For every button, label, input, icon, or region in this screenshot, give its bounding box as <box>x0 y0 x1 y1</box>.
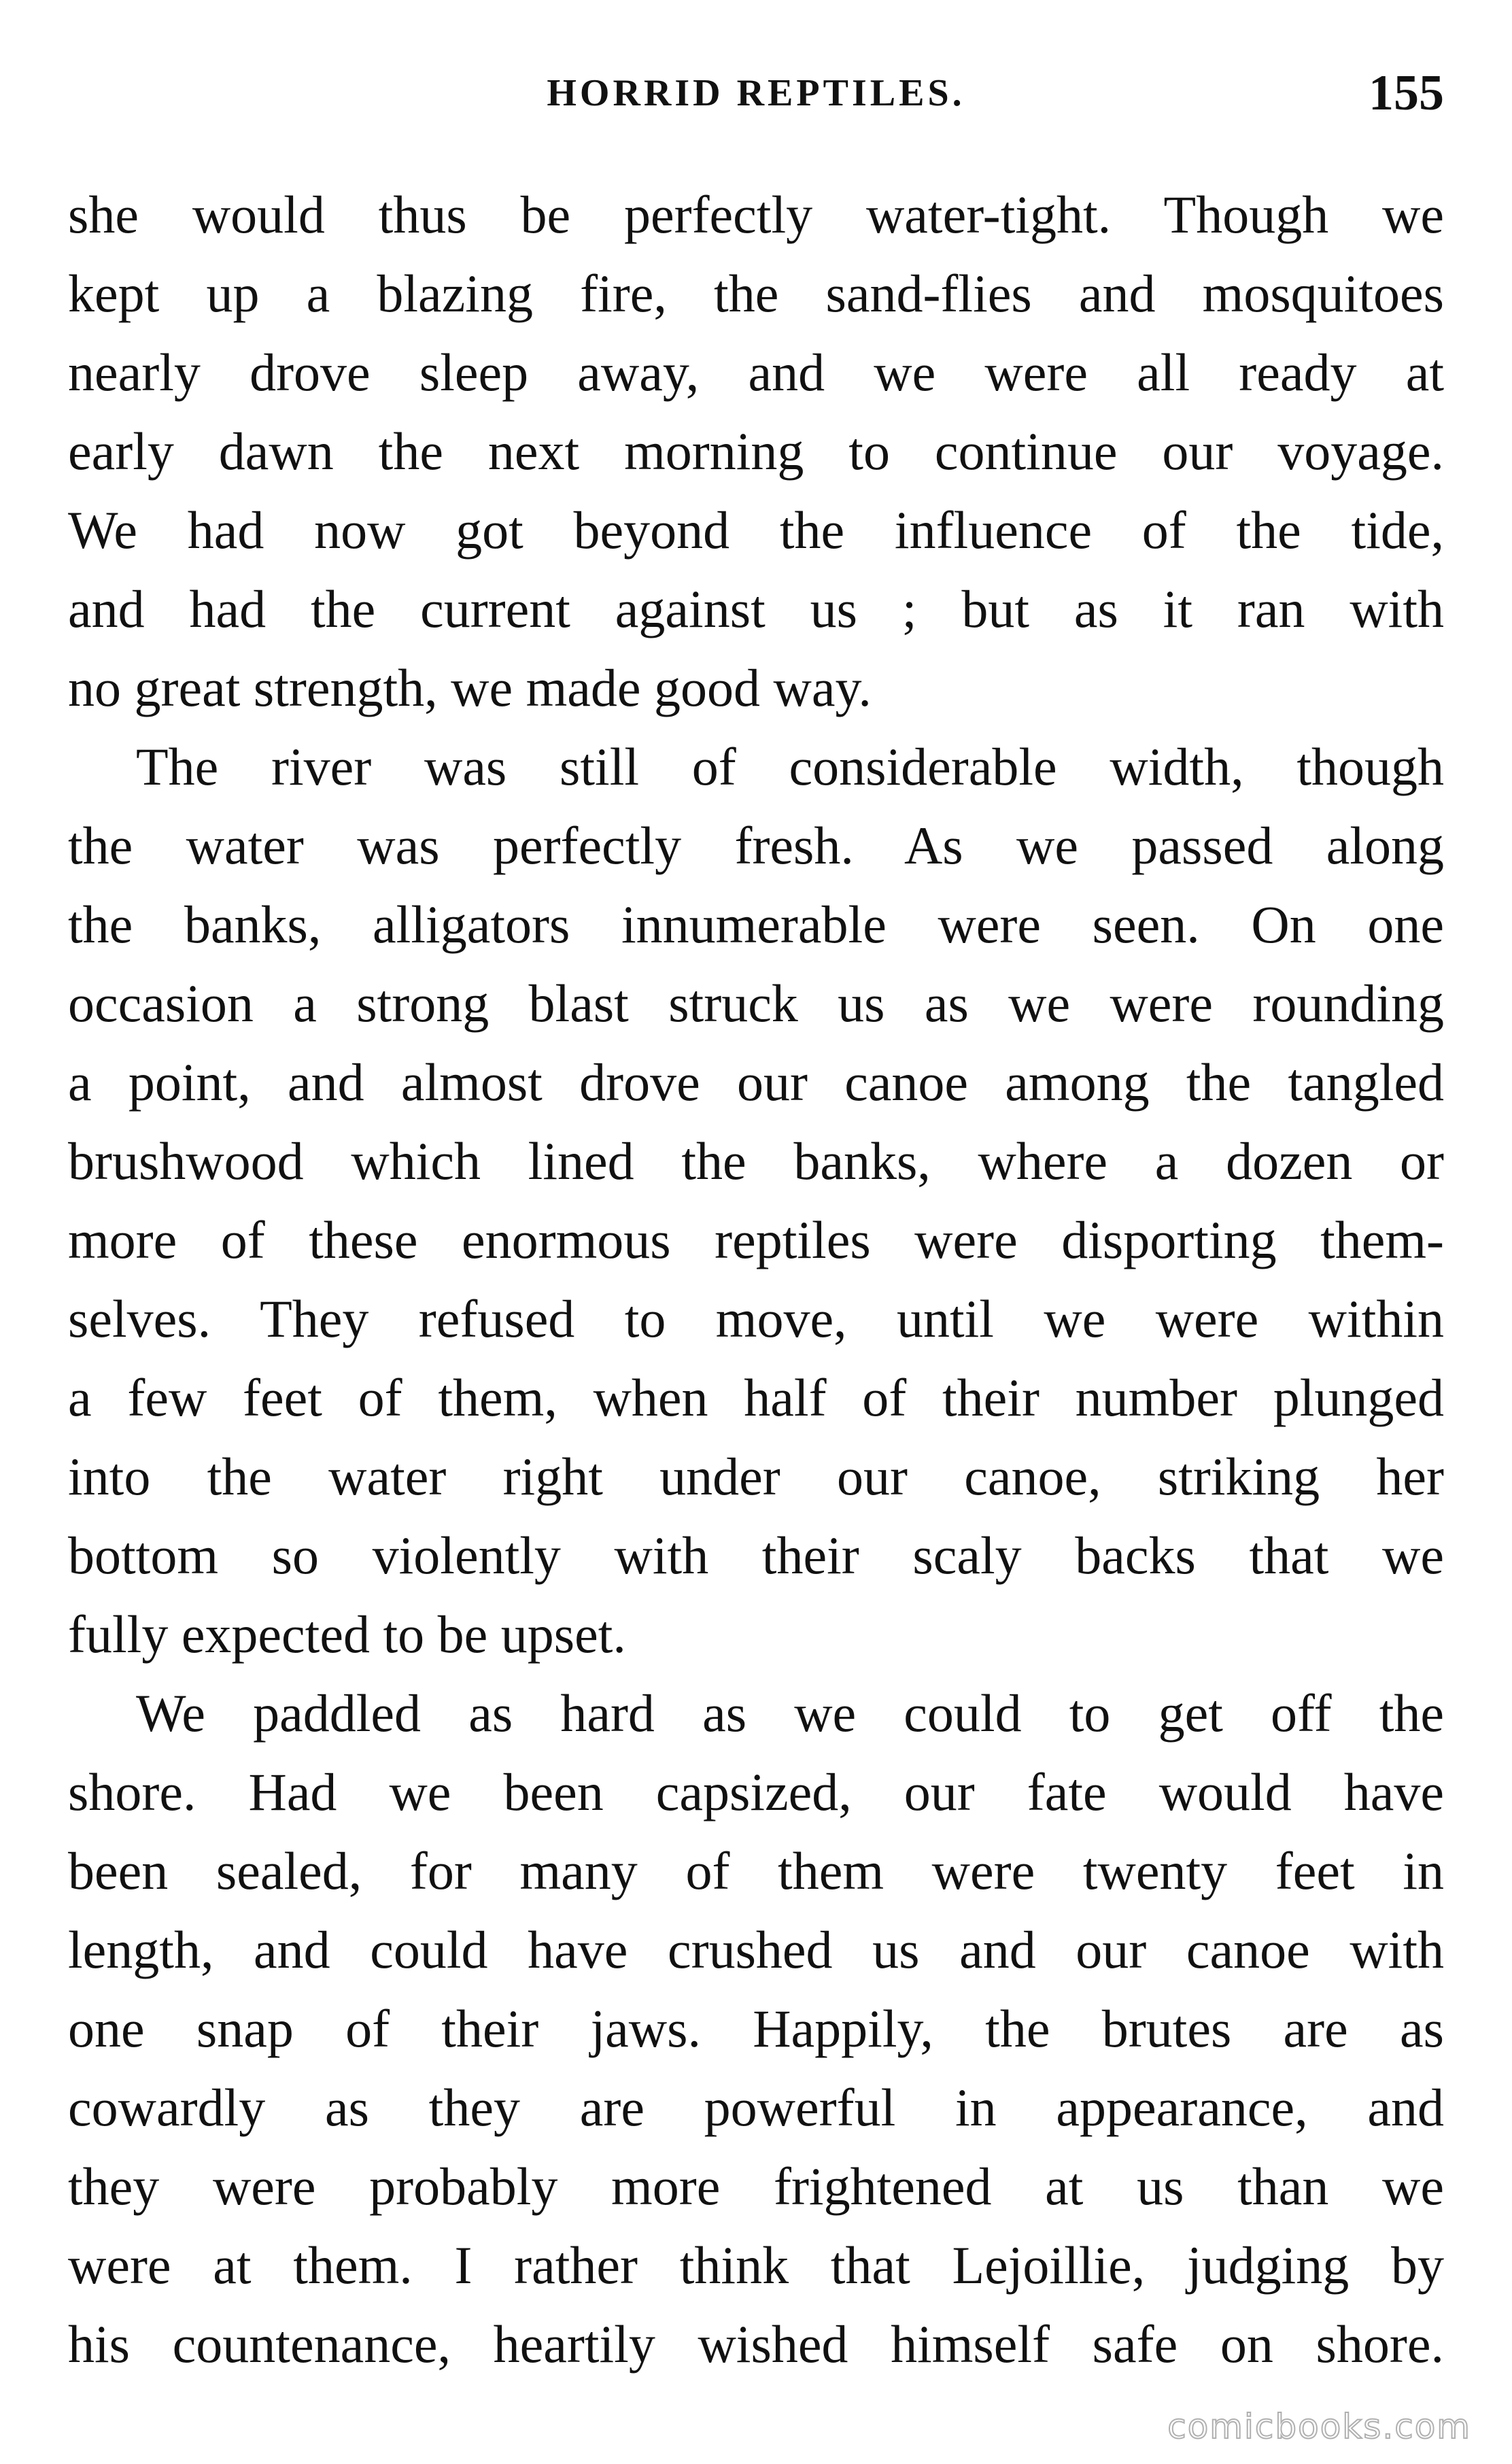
text-line: We had now got beyond the influence of the tide, <box>68 500 1444 560</box>
text-line: the water was perfectly fresh. As we passed along <box>68 816 1444 875</box>
text-line: no great strength, we made good way. <box>68 658 872 717</box>
text-line: and had the current against us ; but as it ran with <box>68 579 1444 638</box>
text-line: been sealed, for many of them were twenty feet in <box>68 1841 1444 1900</box>
text-line: a few feet of them, when half of their number plunged <box>68 1368 1444 1427</box>
running-head: HORRID REPTILES. <box>547 72 965 114</box>
text-line: one snap of their jaws. Happily, the brutes are as <box>68 1999 1444 2058</box>
text-line: shore. Had we been capsized, our fate would have <box>68 1762 1444 1821</box>
page-header <box>68 63 1444 124</box>
text-line: kept up a blazing fire, the sand-flies and mosquitoes <box>68 264 1444 323</box>
text-line: occasion a strong blast struck us as we were rounding <box>68 974 1444 1033</box>
text-line: his countenance, heartily wished himself safe on shore. <box>68 2314 1444 2374</box>
text-line: a point, and almost drove our canoe among the tangled <box>68 1053 1444 1112</box>
text-line: they were probably more frightened at us than we <box>68 2157 1444 2216</box>
text-line: The river was still of considerable width, though <box>136 737 1444 796</box>
text-line: she would thus be perfectly water-tight. Though we <box>68 185 1444 244</box>
text-line: early dawn the next morning to continue our voyage. <box>68 422 1444 481</box>
text-line: the banks, alligators innumerable were seen. On one <box>68 895 1444 954</box>
text-line: We paddled as hard as we could to get off the <box>136 1683 1444 1743</box>
body-text <box>68 175 1444 2384</box>
text-line: bottom so violently with their scaly backs that we <box>68 1526 1444 1585</box>
text-line: more of these enormous reptiles were disporting them- <box>68 1210 1444 1269</box>
text-line: into the water right under our canoe, striking her <box>68 1447 1444 1506</box>
text-line: nearly drove sleep away, and we were all ready at <box>68 343 1444 402</box>
watermark: comicbooks.com <box>1167 2407 1471 2446</box>
text-line: length, and could have crushed us and our canoe with <box>68 1920 1444 1979</box>
text-line: fully expected to be upset. <box>68 1605 626 1664</box>
text-line: brushwood which lined the banks, where a dozen or <box>68 1131 1444 1191</box>
page-number: 155 <box>1369 65 1444 121</box>
text-line: cowardly as they are powerful in appearance, and <box>68 2078 1444 2137</box>
text-line: selves. They refused to move, until we were within <box>68 1289 1444 1348</box>
text-line: were at them. I rather think that Lejoillie, judging by <box>68 2236 1444 2295</box>
